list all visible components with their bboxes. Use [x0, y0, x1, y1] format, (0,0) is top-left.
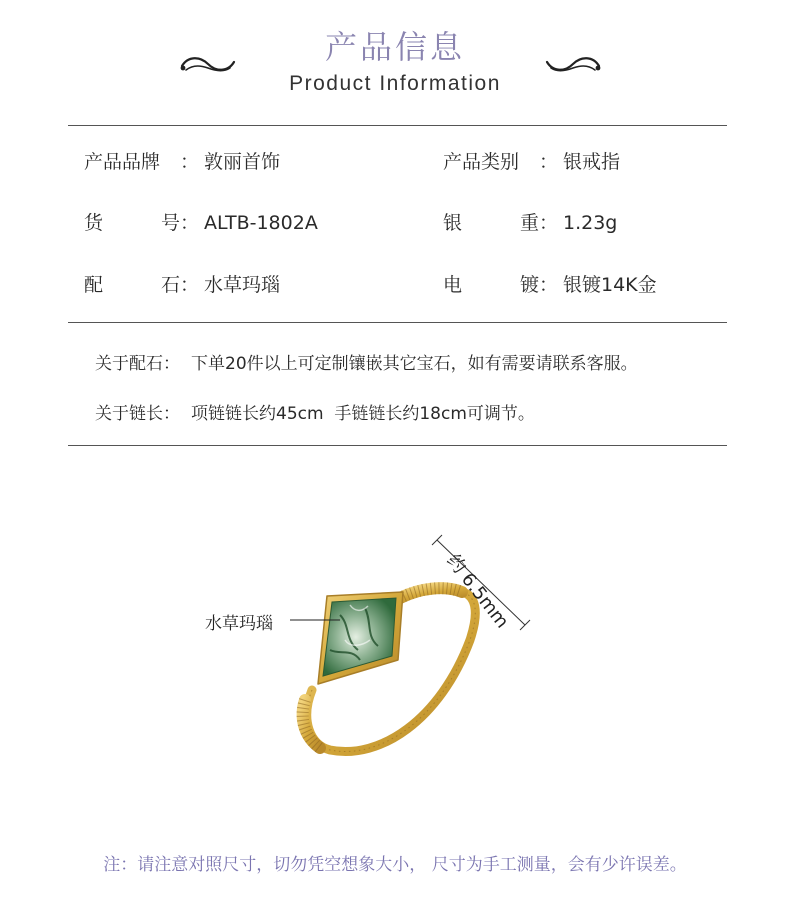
spec-item-no-label-b: 号	[160, 212, 180, 234]
spec-weight-label-a: 银	[443, 212, 463, 234]
spec-weight-value: 1.23g	[563, 212, 618, 234]
page-title: 产品信息	[324, 28, 465, 66]
spec-plating-label-b: 镀	[519, 274, 539, 296]
colon: ：	[180, 151, 200, 173]
spec-weight-label-b: 重	[519, 212, 539, 234]
stone-callout-label: 水草玛瑙	[205, 614, 273, 634]
note-about-chain-text: 项链链长约45cm 手链链长约18cm可调节。	[191, 404, 535, 424]
colon: ：	[539, 212, 559, 234]
spec-brand-label: 产品品牌	[84, 151, 161, 173]
spec-stone-label-b: 石	[160, 274, 180, 296]
divider-bottom	[68, 445, 727, 446]
note-about-stone-text: 下单20件以上可定制镶嵌其它宝石，如有需要请联系客服。	[191, 354, 638, 374]
spec-weight	[443, 208, 617, 235]
spec-brand	[84, 147, 280, 174]
colon: ：	[163, 354, 180, 374]
footer-disclaimer: 注：请注意对照尺寸，切勿凭空想象大小， 尺寸为手工测量，会有少许误差。	[103, 855, 687, 875]
divider-top	[68, 125, 727, 126]
spec-category	[443, 147, 620, 174]
page-subtitle: Product Information	[289, 72, 501, 95]
size-dimension-label: 约 6.5mm	[442, 550, 513, 633]
spec-category-label: 产品类别	[443, 151, 520, 173]
divider-middle	[68, 322, 727, 323]
ring-illustration	[0, 470, 790, 800]
spec-item-no-value: ALTB-1802A	[204, 212, 318, 234]
spec-stone	[84, 270, 280, 297]
colon: ：	[163, 404, 180, 424]
spec-plating-label-a: 电	[443, 274, 463, 296]
note-about-chain-label: 关于链长	[95, 404, 163, 424]
colon: ：	[539, 151, 559, 173]
spec-brand-value: 敦丽首饰	[204, 151, 281, 173]
note-about-stone	[95, 349, 638, 374]
spec-item-no	[84, 208, 318, 235]
spec-plating-value: 银镀14K金	[563, 274, 657, 296]
spec-category-value: 银戒指	[563, 151, 621, 173]
spec-stone-value: 水草玛瑙	[204, 274, 281, 296]
colon: ：	[180, 274, 200, 296]
spec-stone-label-a: 配	[84, 274, 104, 296]
colon: ：	[180, 212, 200, 234]
spec-plating	[443, 270, 657, 297]
colon: ：	[539, 274, 559, 296]
spec-item-no-label-a: 货	[84, 212, 104, 234]
note-about-chain	[95, 399, 535, 424]
note-about-stone-label: 关于配石	[95, 354, 163, 374]
